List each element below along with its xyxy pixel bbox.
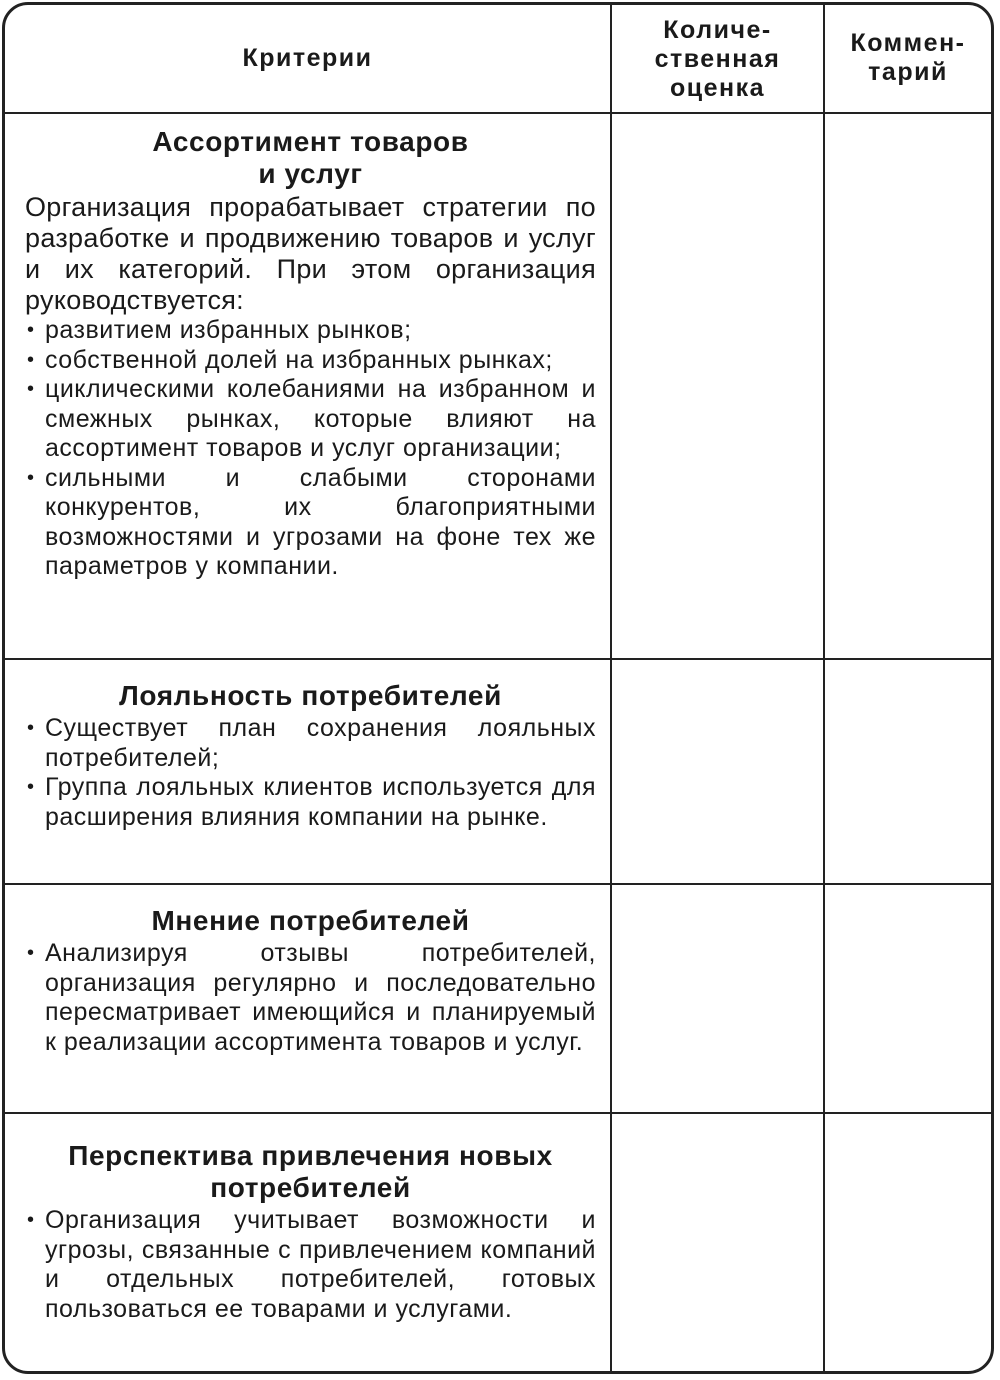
comment-cell[interactable] [824,884,991,1113]
comment-cell[interactable] [824,1113,991,1371]
bullet-list [25,1206,596,1324]
bullet-item: • Анализируя отзывы потребителей, организация регулярно и последовательно пересматривает имеющийся и планируемый к реализации ассортимента товаров и услуг. [25,939,596,1057]
section-title: Перспектива привлечения новых потребителей [68,1140,553,1203]
score-cell[interactable] [611,884,824,1113]
section-title: Мнение потребителей [151,905,470,936]
table-row [5,1113,991,1371]
header-row [5,5,991,113]
bullet-list [25,316,596,582]
bullet-item: • развитием избранных рынков; [25,316,596,346]
criterion-cell [5,884,611,1113]
section-title: Лояльность потребителей [119,680,502,711]
section-title: Ассортимент товаров и услуг [152,126,469,189]
bullet-item: • сильными и слабыми сторонами конкурентов, их благоприятными возможностями и угрозами на фоне тех же параметров у компании. [25,464,596,582]
comment-cell[interactable] [824,113,991,659]
score-cell[interactable] [611,113,824,659]
bullet-item: • циклическими колебаниями на избранном и смежных рынках, которые влияют на ассортимент товаров и услуг организации; [25,375,596,464]
score-cell[interactable] [611,1113,824,1371]
section-intro: Организация прорабатывает стратегии по разработке и продвижению товаров и услуг и их категорий. При этом организация руководствуется: [25,192,596,315]
bullet-item: • Существует план сохранения лояльных потребителей; [25,714,596,773]
table-row [5,113,991,659]
bullet-item: • Группа лояльных клиентов используется для расширения влияния компании на рынке. [25,773,596,832]
score-cell[interactable] [611,659,824,884]
header-comment: Коммен- тарий [824,5,991,113]
bullet-item: • собственной долей на избранных рынках; [25,346,596,376]
header-criteria: Критерии [5,5,611,113]
bullet-item: • Организация учитывает возможности и угрозы, связанные с привлечением компаний и отдельных потребителей, готовых пользоваться ее товарами и услугами. [25,1206,596,1324]
criteria-table-frame [2,2,994,1374]
criteria-table [5,5,991,1371]
table-row [5,659,991,884]
comment-cell[interactable] [824,659,991,884]
criterion-cell [5,1113,611,1371]
criterion-cell [5,659,611,884]
bullet-list [25,714,596,832]
table-row [5,884,991,1113]
header-quantitative-score: Количе- ственная оценка [611,5,824,113]
criterion-cell [5,113,611,659]
bullet-list [25,939,596,1057]
